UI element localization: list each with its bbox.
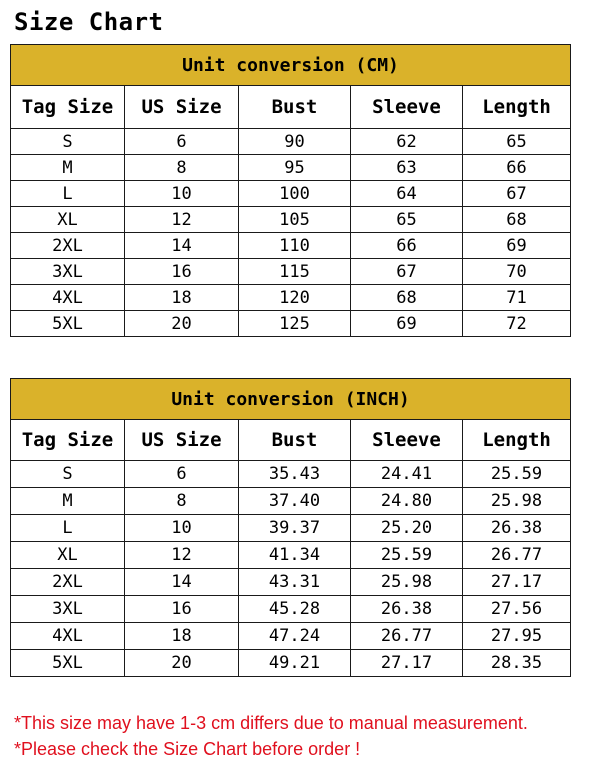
column-header-length: Length <box>463 86 571 129</box>
cell-length: 25.59 <box>463 461 571 488</box>
cell-length: 67 <box>463 181 571 207</box>
cell-us-size: 20 <box>125 311 239 337</box>
cell-bust: 120 <box>239 285 351 311</box>
table-row <box>11 207 571 233</box>
cell-bust: 125 <box>239 311 351 337</box>
table-row <box>11 129 571 155</box>
cell-us-size: 14 <box>125 233 239 259</box>
table-row <box>11 155 571 181</box>
cell-tag-size: L <box>11 515 125 542</box>
cell-sleeve: 65 <box>351 207 463 233</box>
cell-us-size: 12 <box>125 542 239 569</box>
cell-sleeve: 27.17 <box>351 650 463 677</box>
table-row <box>11 233 571 259</box>
cell-length: 26.77 <box>463 542 571 569</box>
cell-bust: 115 <box>239 259 351 285</box>
cell-tag-size: L <box>11 181 125 207</box>
cell-us-size: 14 <box>125 569 239 596</box>
cell-sleeve: 26.38 <box>351 596 463 623</box>
table-row <box>11 259 571 285</box>
cell-tag-size: 3XL <box>11 596 125 623</box>
column-header-tag-size: Tag Size <box>11 86 125 129</box>
cell-tag-size: XL <box>11 207 125 233</box>
cell-sleeve: 66 <box>351 233 463 259</box>
cell-us-size: 18 <box>125 623 239 650</box>
cell-us-size: 8 <box>125 155 239 181</box>
cell-sleeve: 64 <box>351 181 463 207</box>
cell-length: 68 <box>463 207 571 233</box>
table-row <box>11 569 571 596</box>
cell-us-size: 20 <box>125 650 239 677</box>
cell-bust: 47.24 <box>239 623 351 650</box>
column-header-sleeve: Sleeve <box>351 420 463 461</box>
cell-bust: 110 <box>239 233 351 259</box>
cell-bust: 45.28 <box>239 596 351 623</box>
table-row <box>11 542 571 569</box>
cell-tag-size: 2XL <box>11 569 125 596</box>
cell-us-size: 16 <box>125 596 239 623</box>
cell-bust: 90 <box>239 129 351 155</box>
column-header-us-size: US Size <box>125 420 239 461</box>
cell-us-size: 6 <box>125 461 239 488</box>
inch-column-headers <box>11 420 571 461</box>
table-row <box>11 181 571 207</box>
table-row <box>11 650 571 677</box>
cell-length: 28.35 <box>463 650 571 677</box>
cell-bust: 43.31 <box>239 569 351 596</box>
cell-us-size: 8 <box>125 488 239 515</box>
cell-tag-size: 4XL <box>11 623 125 650</box>
cell-sleeve: 67 <box>351 259 463 285</box>
cell-bust: 105 <box>239 207 351 233</box>
cell-tag-size: 5XL <box>11 311 125 337</box>
table-row <box>11 285 571 311</box>
cell-length: 65 <box>463 129 571 155</box>
cell-bust: 39.37 <box>239 515 351 542</box>
table-row <box>11 488 571 515</box>
inch-table-header: Unit conversion (INCH) <box>11 379 571 420</box>
cell-sleeve: 24.80 <box>351 488 463 515</box>
order-note: *Please check the Size Chart before order ! <box>14 739 361 759</box>
table-row <box>11 311 571 337</box>
cell-tag-size: 4XL <box>11 285 125 311</box>
cell-length: 27.95 <box>463 623 571 650</box>
cell-sleeve: 25.98 <box>351 569 463 596</box>
cm-table-header: Unit conversion (CM) <box>11 45 571 86</box>
cell-tag-size: 5XL <box>11 650 125 677</box>
cell-length: 71 <box>463 285 571 311</box>
cell-sleeve: 25.59 <box>351 542 463 569</box>
table-row <box>11 623 571 650</box>
cell-bust: 37.40 <box>239 488 351 515</box>
column-header-bust: Bust <box>239 420 351 461</box>
page-title: Size Chart <box>14 8 164 36</box>
cell-tag-size: 3XL <box>11 259 125 285</box>
cell-tag-size: M <box>11 488 125 515</box>
column-header-length: Length <box>463 420 571 461</box>
table-row <box>11 515 571 542</box>
cell-length: 27.56 <box>463 596 571 623</box>
cell-bust: 49.21 <box>239 650 351 677</box>
cell-tag-size: M <box>11 155 125 181</box>
cell-tag-size: XL <box>11 542 125 569</box>
cell-us-size: 10 <box>125 181 239 207</box>
cell-us-size: 16 <box>125 259 239 285</box>
cell-length: 66 <box>463 155 571 181</box>
column-header-sleeve: Sleeve <box>351 86 463 129</box>
cell-sleeve: 25.20 <box>351 515 463 542</box>
cell-length: 25.98 <box>463 488 571 515</box>
cell-length: 72 <box>463 311 571 337</box>
cell-length: 27.17 <box>463 569 571 596</box>
cell-bust: 100 <box>239 181 351 207</box>
disclaimer-note: *This size may have 1-3 cm differs due to manual measurement. <box>14 713 528 733</box>
inch-size-table <box>10 378 571 677</box>
cell-us-size: 12 <box>125 207 239 233</box>
column-header-us-size: US Size <box>125 86 239 129</box>
column-header-tag-size: Tag Size <box>11 420 125 461</box>
cell-bust: 41.34 <box>239 542 351 569</box>
cell-sleeve: 62 <box>351 129 463 155</box>
cm-column-headers <box>11 86 571 129</box>
cell-sleeve: 69 <box>351 311 463 337</box>
cell-us-size: 10 <box>125 515 239 542</box>
cell-sleeve: 24.41 <box>351 461 463 488</box>
table-row <box>11 596 571 623</box>
cell-sleeve: 26.77 <box>351 623 463 650</box>
cell-length: 26.38 <box>463 515 571 542</box>
cell-bust: 35.43 <box>239 461 351 488</box>
cell-tag-size: 2XL <box>11 233 125 259</box>
cell-tag-size: S <box>11 129 125 155</box>
cell-length: 69 <box>463 233 571 259</box>
cm-size-table <box>10 44 571 337</box>
column-header-bust: Bust <box>239 86 351 129</box>
cell-us-size: 6 <box>125 129 239 155</box>
cell-bust: 95 <box>239 155 351 181</box>
cell-us-size: 18 <box>125 285 239 311</box>
cell-sleeve: 63 <box>351 155 463 181</box>
cell-tag-size: S <box>11 461 125 488</box>
table-row <box>11 461 571 488</box>
cell-sleeve: 68 <box>351 285 463 311</box>
cell-length: 70 <box>463 259 571 285</box>
